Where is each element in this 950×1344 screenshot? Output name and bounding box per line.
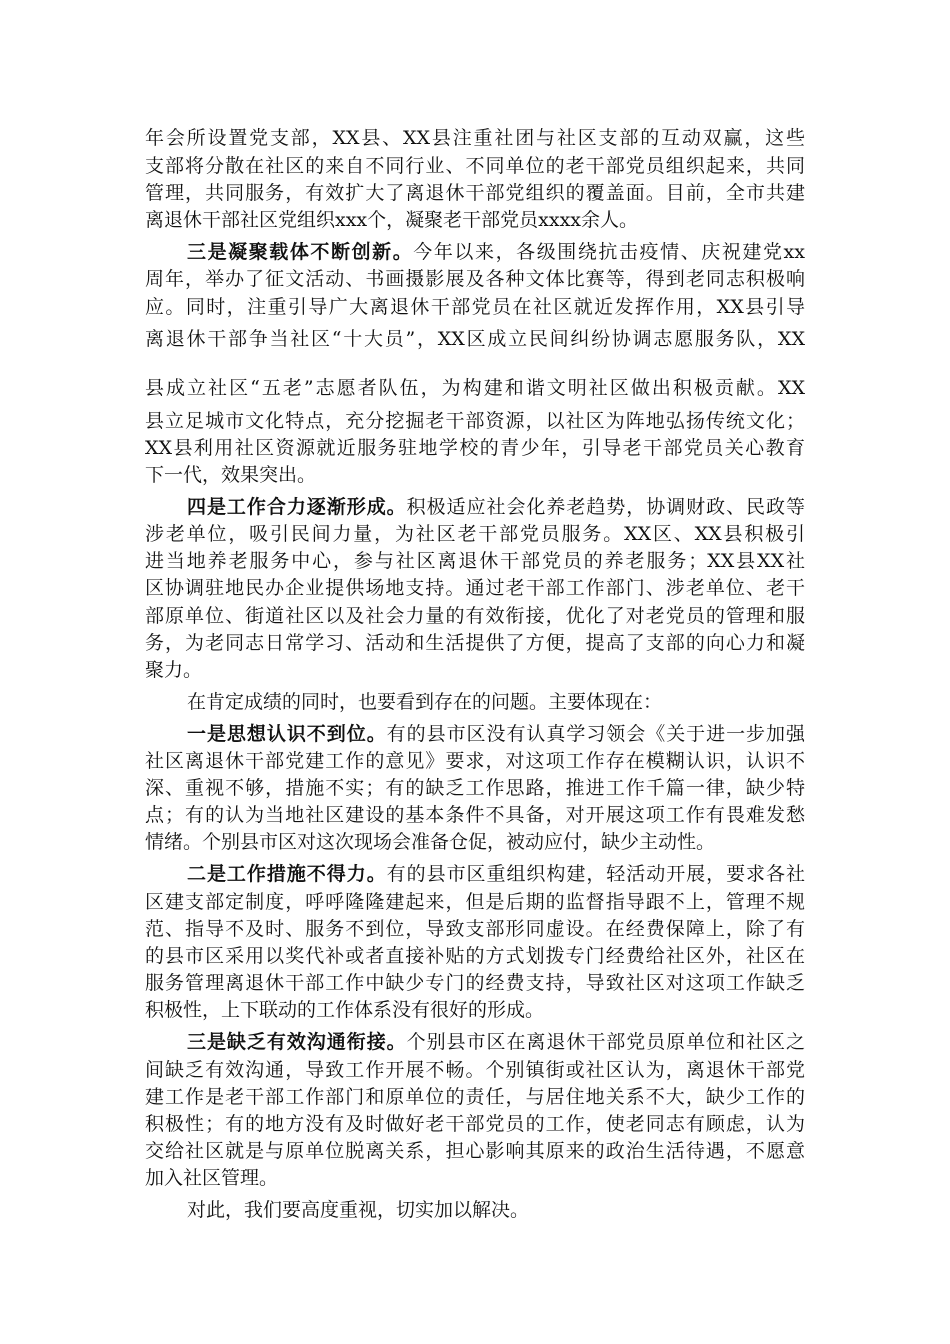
- para-5-line-3: 的县市区采用以奖代补或者直接补贴的方式划拨专门经费给社区外，社区在: [145, 945, 805, 967]
- para-0-line-0: 年会所设置党支部，XX县、XX县注重社团与社区支部的互动双赢，这些: [145, 127, 805, 149]
- para-2-line-3: 区协调驻地民办企业提供场地支持。通过老干部工作部门、涉老单位、老干: [145, 577, 805, 599]
- para-7-line-0: 对此，我们要高度重视，切实加以解决。: [187, 1199, 530, 1221]
- para-5-line-4: 服务管理离退休干部工作中缺少专门的经费支持，导致社区对这项工作缺乏: [145, 972, 805, 994]
- para-2-line-4: 部原单位、街道社区以及社会力量的有效衔接，优化了对老党员的管理和服: [145, 605, 805, 627]
- para-1-heading: 三是凝聚载体不断创新。: [187, 241, 414, 263]
- para-4-heading: 一是思想认识不到位。: [187, 723, 387, 745]
- para-0-line-3: 离退休干部社区党组织xxx个，凝聚老干部党员xxxx余人。: [145, 209, 639, 231]
- para-6-line-3: 积极性；有的地方没有及时做好老干部党员的工作，使老同志有顾虑，认为: [145, 1113, 805, 1135]
- para-1-line-0: [187, 240, 805, 264]
- para-2-line-5: 务，为老同志日常学习、活动和生活提供了方便，提高了支部的向心力和凝: [145, 632, 805, 654]
- para-2-line-0: [187, 495, 805, 519]
- para-6-line-1: 间缺乏有效沟通，导致工作开展不畅。个别镇街或社区认为，离退休干部党: [145, 1059, 805, 1081]
- para-1-line-4: 县成立社区“五老”志愿者队伍，为构建和谐文明社区做出积极贡献。XX: [145, 377, 805, 399]
- para-2-line-1: 涉老单位，吸引民间力量，为社区老干部党员服务。XX区、XX县积极引: [145, 523, 805, 545]
- para-2-line-6: 聚力。: [145, 659, 203, 681]
- para-2-line-0-text: 积极适应社会化养老趋势，协调财政、民政等: [406, 496, 805, 518]
- para-1-line-6: XX县利用社区资源就近服务驻地学校的青少年，引导老干部党员关心教育: [145, 437, 805, 459]
- para-0-line-2: 管理，共同服务，有效扩大了离退休干部党组织的覆盖面。目前，全市共建: [145, 182, 805, 204]
- para-0-line-1: 支部将分散在社区的来自不同行业、不同单位的老干部党员组织起来，共同: [145, 155, 805, 177]
- para-6-line-4: 交给社区就是与原单位脱离关系，担心影响其原来的政治生活待遇，不愿意: [145, 1140, 805, 1162]
- para-5-line-2: 范、指导不及时、服务不到位，导致支部形同虚设。在经费保障上，除了有: [145, 918, 805, 940]
- para-4-line-4: 情绪。个别县市区对这次现场会准备仓促，被动应付，缺少主动性。: [145, 831, 716, 853]
- para-4-line-1: 社区离退休干部党建工作的意见》要求，对这项工作存在模糊认识，认识不: [145, 750, 805, 772]
- para-5-line-5: 积极性，上下联动的工作体系没有很好的形成。: [145, 999, 545, 1021]
- para-1-line-7: 下一代，效果突出。: [145, 464, 317, 486]
- para-4-line-3: 点；有的认为当地社区建设的基本条件不具备，对开展这项工作有畏难发愁: [145, 804, 805, 826]
- para-3-line-0: 在肯定成绩的同时，也要看到存在的问题。主要体现在：: [187, 691, 663, 713]
- para-5-line-0-text: 有的县市区重组织构建，轻活动开展，要求各社: [386, 863, 805, 885]
- para-6-heading: 三是缺乏有效沟通衔接。: [187, 1031, 407, 1053]
- para-6-line-0-text: 个别县市区在离退休干部党员原单位和社区之: [406, 1031, 805, 1053]
- para-6-line-5: 加入社区管理。: [145, 1167, 279, 1189]
- para-5-line-0: [187, 862, 805, 886]
- para-1-line-5: 县立足城市文化特点，充分挖掘老干部资源，以社区为阵地弘扬传统文化；: [145, 410, 805, 432]
- para-4-line-0: [187, 722, 805, 746]
- para-1-line-3: 离退休干部争当社区“十大员”，XX区成立民间纠纷协调志愿服务队，XX: [145, 328, 805, 350]
- para-1-line-0-text: 今年以来，各级围绕抗击疫情、庆祝建党xx: [413, 241, 805, 263]
- para-6-line-0: [187, 1030, 805, 1054]
- para-2-heading: 四是工作合力逐渐形成。: [187, 496, 407, 518]
- para-1-line-2: 应。同时，注重引导广大离退休干部党员在社区就近发挥作用，XX县引导: [145, 296, 805, 318]
- para-4-line-0-text: 有的县市区没有认真学习领会《关于进一步加强: [386, 723, 805, 745]
- para-6-line-2: 建工作是老干部工作部门和原单位的责任，与居住地关系不大，缺少工作的: [145, 1086, 805, 1108]
- para-1-line-1: 周年，举办了征文活动、书画摄影展及各种文体比赛等，得到老同志积极响: [145, 268, 805, 290]
- para-4-line-2: 深、重视不够，措施不实；有的缺乏工作思路，推进工作千篇一律，缺少特: [145, 777, 805, 799]
- para-2-line-2: 进当地养老服务中心，参与社区离退休干部党员的养老服务；XX县XX社: [145, 550, 805, 572]
- para-5-line-1: 区建支部定制度，呼呼隆隆建起来，但是后期的监督指导跟不上，管理不规: [145, 891, 805, 913]
- para-5-heading: 二是工作措施不得力。: [187, 863, 387, 885]
